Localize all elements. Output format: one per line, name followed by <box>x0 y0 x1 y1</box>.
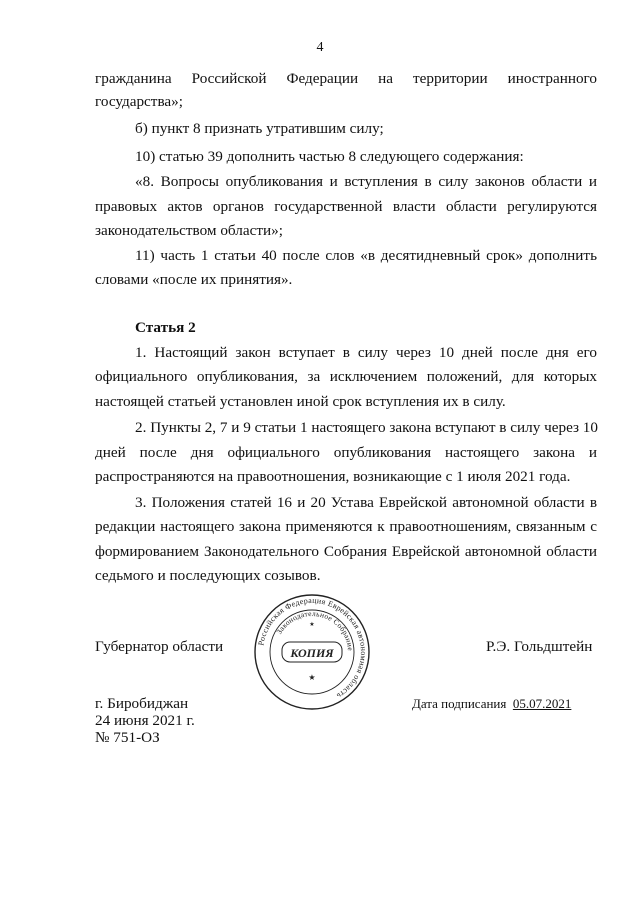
text-line: государства»; <box>95 93 183 110</box>
article-heading: Статья 2 <box>135 319 196 336</box>
text-line: редакции настоящего закона применяются к правоотношениям, связанным с <box>95 518 597 535</box>
signing-date-value: 05.07.2021 <box>512 696 572 711</box>
text-line: законодательством области»; <box>95 222 283 239</box>
page-number: 4 <box>316 40 324 55</box>
text-line: 1. Настоящий закон вступает в силу через 10 дней после дня его <box>135 344 597 361</box>
law-date: 24 июня 2021 г. <box>95 712 195 729</box>
text-line: формированием Законодательного Собрания Еврейской автономной области <box>95 543 597 560</box>
text-line: б) пункт 8 признать утратившим силу; <box>135 120 384 137</box>
signer-position: Губернатор области <box>95 638 224 655</box>
signing-date-label: Дата подписания <box>412 696 507 711</box>
seal-inner-text: Законодательное Собрание <box>274 608 356 652</box>
seal-stamp <box>252 592 372 712</box>
text-line: правовых актов органов государственной власти области регулируются <box>95 198 597 215</box>
text-line: «8. Вопросы опубликования и вступления в силу законов области и <box>135 173 597 190</box>
text-line: 3. Положения статей 16 и 20 Устава Еврейской автономной области в <box>135 494 597 511</box>
text-line: дней после дня официального опубликования настоящего закона и <box>95 444 597 461</box>
city: г. Биробиджан <box>95 695 189 712</box>
seal-star-icon: ★ <box>309 621 315 628</box>
seal-star-icon: ★ <box>308 673 316 682</box>
text-line: 11) часть 1 статьи 40 после слов «в десятидневный срок» дополнить <box>135 247 597 264</box>
signer-name: Р.Э. Гольдштейн <box>486 638 593 655</box>
text-line: 10) статью 39 дополнить частью 8 следующего содержания: <box>135 148 524 165</box>
seal-outer-text: Российская Федерация Еврейская автономная область <box>256 595 369 701</box>
text-line: гражданина Российской Федерации на территории иностранного <box>95 70 597 87</box>
text-line: седьмого и последующих созывов. <box>95 567 321 584</box>
text-line: распространяются на правоотношения, возникающие с 1 июля 2021 года. <box>95 468 571 485</box>
text-line: настоящей статьей установлен иной срок вступления их в силу. <box>95 393 506 410</box>
law-number: № 751-ОЗ <box>95 729 160 746</box>
text-line: словами «после их принятия». <box>95 271 293 288</box>
seal-center-text: КОПИЯ <box>290 646 334 660</box>
text-line: официального опубликования, за исключением положений, для которых <box>95 368 597 385</box>
signing-date <box>412 696 571 712</box>
text-line: 2. Пункты 2, 7 и 9 статьи 1 настоящего закона вступают в силу через 10 <box>135 419 598 436</box>
